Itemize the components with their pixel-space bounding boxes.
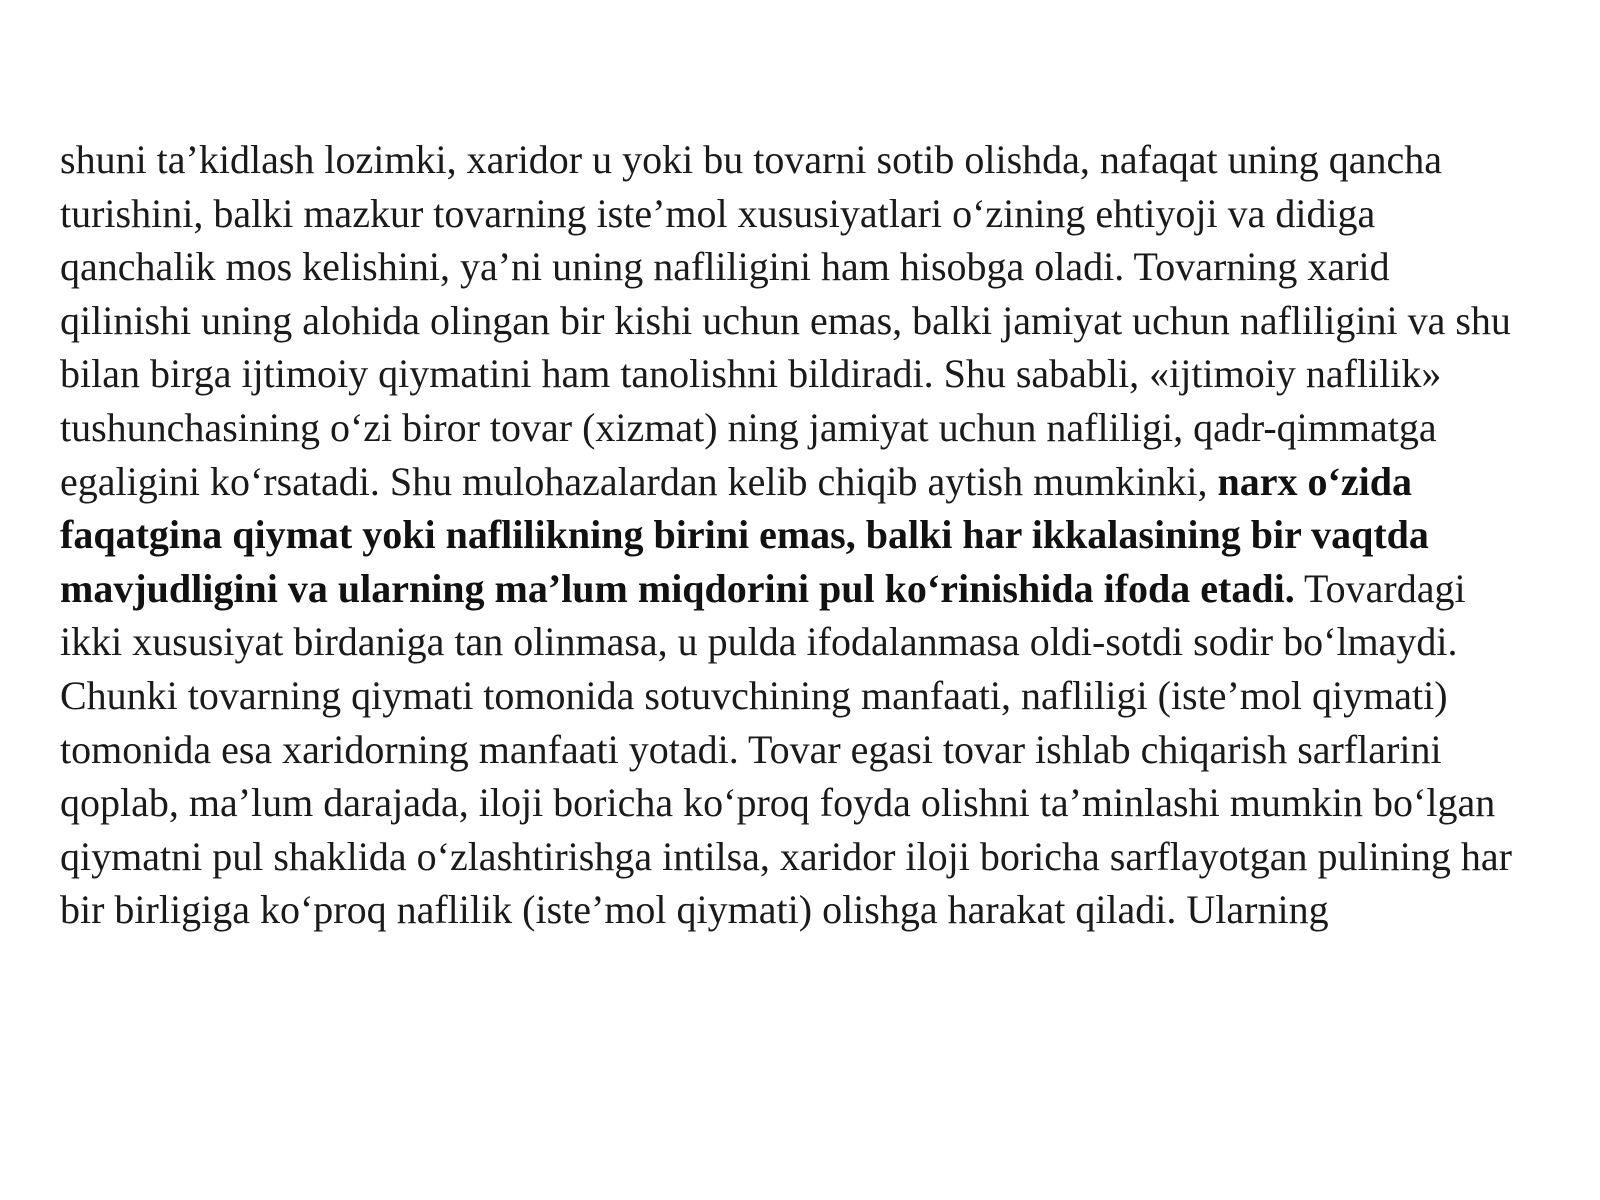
paragraph-text-start: shuni ta’kidlash lozimki, xaridor u yoki bu tovarni sotib olishda, nafaqat uning qancha turishini, balki mazkur tovarning iste’mol xususiyatlari o‘zining ehtiyoji va didiga qanchalik mos kelishini, ya’ni uning nafliligini ham hisobga oladi. Tovarning xarid qilinishi uning alohida olingan bir kishi uchun emas, balki jamiyat uchun nafliligini va shu bilan birga ijtimoiy qiymatini ham tanolishni bildiradi. Shu sababli, «ijtimoiy naflilik» tushunchasining o‘zi biror tovar (xizmat) ning jamiyat uchun nafliligi, qadr-qimmatga egaligini ko‘rsatadi. Shu mulohazalardan kelib chiqib aytish mumkinki, bbox=[60, 137, 1511, 504]
body-paragraph bbox=[60, 133, 1530, 937]
paragraph-text-end: Tovardagi ikki xususiyat birdaniga tan olinmasa, u pulda ifodalanmasa oldi-sotdi sodir bo‘lmaydi. Chunki tovarning qiymati tomonida sotuvchining manfaati, nafliligi (iste’mol qiymati) tomonida esa xaridorning manfaati yotadi. Tovar egasi tovar ishlab chiqarish sarflarini qoplab, ma’lum darajada, iloji boricha ko‘proq foyda olishni ta’minlashi mumkin bo‘lgan qiymatni pul shaklida o‘zlashtirishga intilsa, xaridor iloji boricha sarflayotgan pulining har bir birligiga ko‘proq naflilik (iste’mol qiymati) olishga harakat qiladi. Ularning bbox=[60, 565, 1512, 933]
paragraph-bold-statement: narx o‘zida faqatgina qiymat yoki naflilikning birini emas, balki har ikkalasining bir vaqtda mavjudligini va ularning ma’lum miqdorini pul ko‘rinishida ifoda etadi. bbox=[60, 458, 1429, 611]
